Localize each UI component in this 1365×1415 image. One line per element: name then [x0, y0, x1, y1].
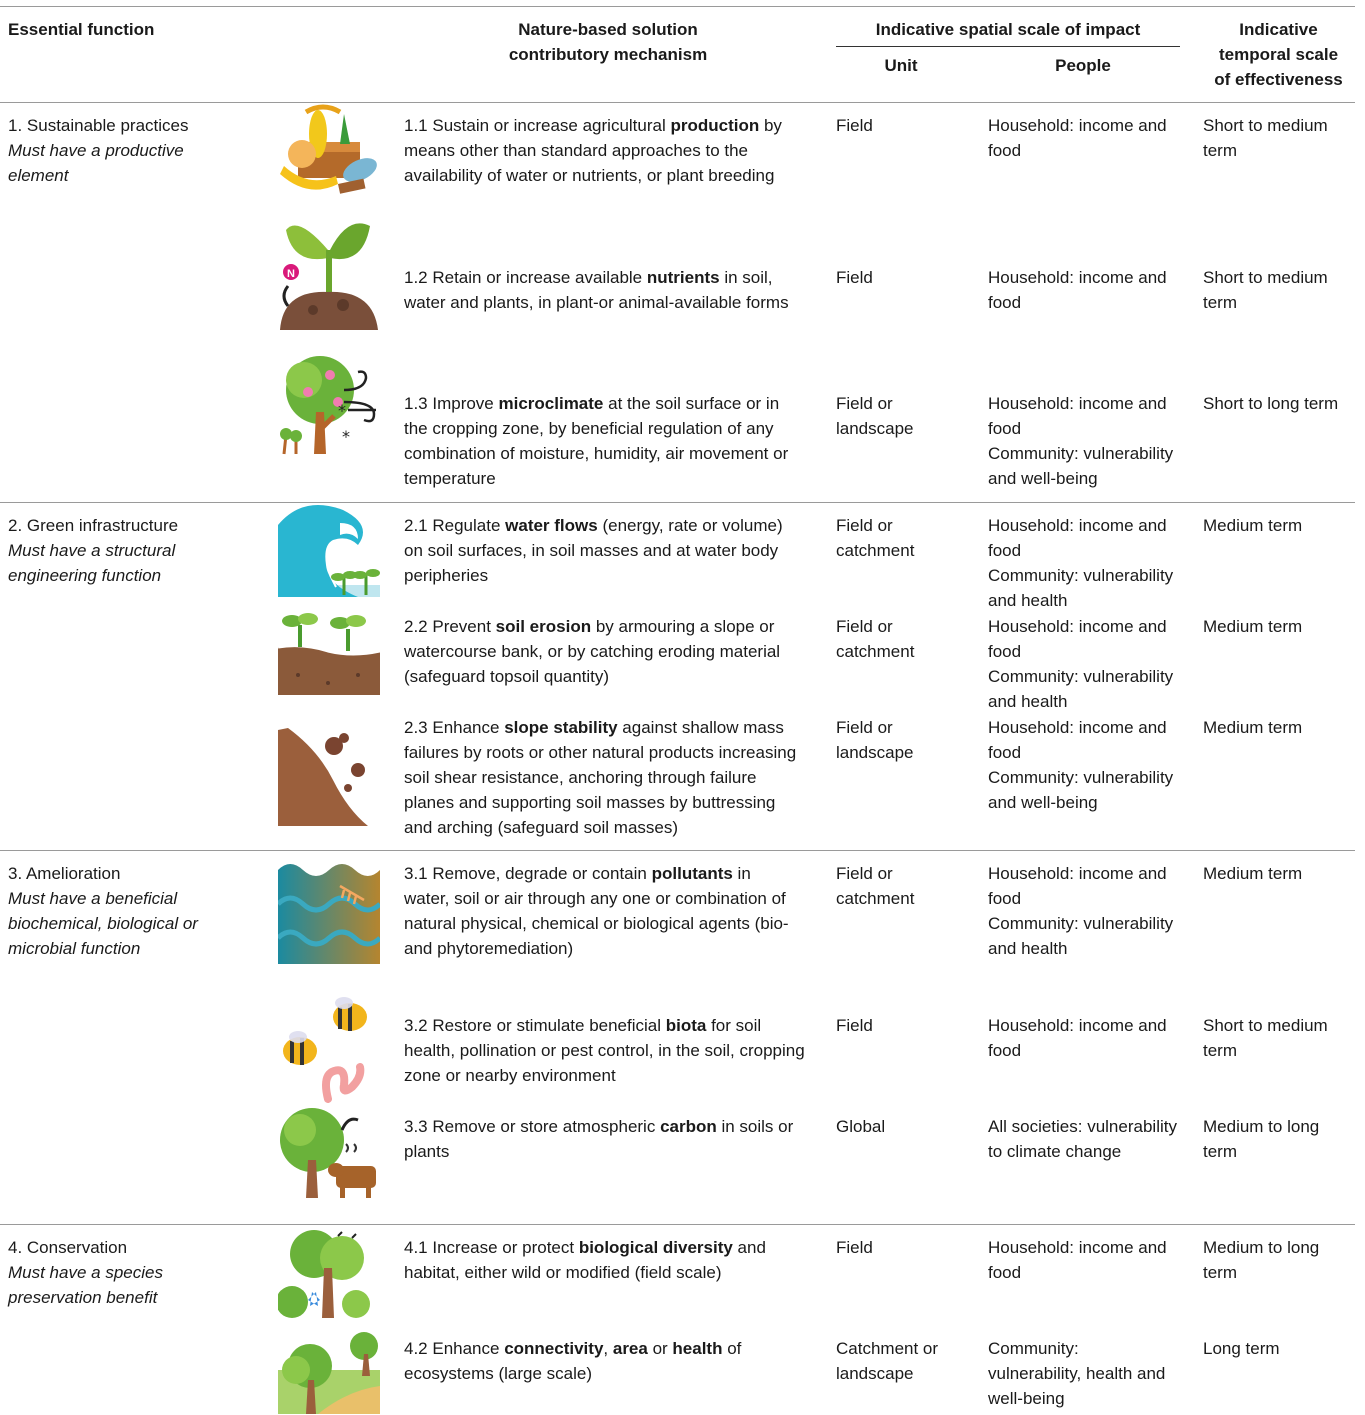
unit-line: catchment: [836, 889, 915, 908]
sprout-nutrient-icon: [278, 220, 380, 330]
mechanism-text: 4.2 Enhance: [404, 1339, 505, 1358]
unit-cell-6: [836, 715, 914, 765]
people-line: Community: vulnerability: [988, 566, 1174, 585]
mechanism-first-line: [404, 1114, 793, 1139]
tree-wind-icon: [278, 350, 380, 455]
group-rule-2: [0, 502, 1355, 503]
temporal-line: term: [1203, 1041, 1237, 1060]
temporal-cell-6: [1203, 715, 1302, 740]
mechanism-line: planes and supporting soil masses by buttressing: [404, 793, 776, 812]
unit-line: landscape: [836, 419, 914, 438]
mechanism-keyword: area: [612, 1339, 648, 1358]
mechanism-3: [404, 391, 788, 491]
mechanism-text: by armouring a slope or: [591, 617, 775, 636]
people-line: Household: income and: [988, 864, 1167, 883]
mechanism-keyword: biological diversity: [578, 1238, 733, 1257]
temporal-cell-10: [1203, 1235, 1319, 1285]
group-3-label: 3. Amelioration Must have a beneficial biochemical, biological or microbial function: [8, 864, 198, 958]
bees-worm-icon: [278, 995, 380, 1103]
landscape-icon: [278, 1330, 380, 1414]
people-cell-11: [988, 1336, 1165, 1411]
mechanism-9: [404, 1114, 793, 1164]
mechanism-line: ecosystems (large scale): [404, 1364, 593, 1383]
temporal-line: Medium to long: [1203, 1238, 1320, 1257]
mechanism-keyword: water flows: [505, 516, 598, 535]
people-line: Household: income and: [988, 1238, 1167, 1257]
temporal-line: term: [1203, 293, 1237, 312]
mechanism-text: of: [722, 1339, 742, 1358]
temporal-line: Medium term: [1203, 718, 1303, 737]
temporal-line: term: [1203, 1142, 1237, 1161]
svg-text:N: N: [287, 268, 295, 280]
mechanism-text: against shallow mass: [617, 718, 784, 737]
mechanism-keyword: connectivity: [504, 1339, 604, 1358]
temporal-line: Medium term: [1203, 617, 1303, 636]
mechanism-2: [404, 265, 789, 315]
group-rule-3: [0, 850, 1355, 851]
unit-cell-4: [836, 513, 914, 563]
group-4-label: 4. Conservation Must have a species preservation benefit: [8, 1238, 163, 1307]
unit-line: Field: [836, 116, 873, 135]
mechanism-first-line: [404, 1013, 805, 1038]
people-cell-3: [988, 391, 1173, 491]
people-line: to climate change: [988, 1142, 1122, 1161]
people-line: Community: vulnerability: [988, 667, 1174, 686]
mechanism-text: at the soil surface or in: [603, 394, 780, 413]
header-temporal: Indicative temporal scale of effectiveness: [1214, 20, 1343, 89]
people-line: Household: income and: [988, 394, 1167, 413]
temporal-line: term: [1203, 141, 1237, 160]
temporal-line: Long term: [1203, 1339, 1280, 1358]
mechanism-text: 1.2 Retain or increase available: [404, 268, 647, 287]
temporal-line: term: [1203, 1263, 1237, 1282]
unit-cell-2: [836, 265, 873, 290]
temporal-cell-7: [1203, 861, 1302, 886]
group-1-label: 1. Sustainable practices Must have a productive element: [8, 116, 189, 185]
mechanism-first-line: [404, 861, 789, 886]
mechanism-keyword: carbon: [660, 1117, 717, 1136]
mechanism-line: water, soil or air through any one or combination of: [404, 889, 786, 908]
unit-cell-11: [836, 1336, 938, 1386]
mechanism-text: 3.1 Remove, degrade or contain: [404, 864, 652, 883]
people-line: and health: [988, 939, 1068, 958]
header-rule: [0, 102, 1355, 103]
mechanism-line: failures by roots or other natural products increasing: [404, 743, 797, 762]
people-line: food: [988, 642, 1022, 661]
people-line: food: [988, 141, 1022, 160]
people-cell-9: [988, 1114, 1177, 1164]
mechanism-text: 2.2 Prevent: [404, 617, 496, 636]
mechanism-8: [404, 1013, 805, 1088]
people-cell-10: [988, 1235, 1167, 1285]
people-line: food: [988, 743, 1022, 762]
mechanism-text: in soil,: [719, 268, 773, 287]
mechanism-first-line: [404, 513, 783, 538]
unit-line: landscape: [836, 743, 914, 762]
unit-cell-8: [836, 1013, 873, 1038]
people-cell-1: [988, 113, 1167, 163]
mechanism-10: [404, 1235, 766, 1285]
people-line: All societies: vulnerability: [988, 1117, 1177, 1136]
mechanism-1: [404, 113, 782, 188]
mechanism-line: temperature: [404, 469, 496, 488]
temporal-line: Short to medium: [1203, 1016, 1328, 1035]
unit-line: Field: [836, 268, 873, 287]
people-line: well-being: [988, 1389, 1065, 1408]
spatial-scale-rule: [836, 46, 1180, 47]
mechanism-line: combination of moisture, humidity, air movement or: [404, 444, 789, 463]
mechanism-first-line: [404, 1235, 766, 1260]
people-line: Household: income and: [988, 116, 1167, 135]
unit-line: Field: [836, 1238, 873, 1257]
mechanism-keyword: slope stability: [504, 718, 618, 737]
people-cell-6: [988, 715, 1173, 815]
mechanism-text: 3.3 Remove or store atmospheric: [404, 1117, 661, 1136]
temporal-cell-5: [1203, 614, 1302, 639]
mechanism-keyword: soil erosion: [495, 617, 592, 636]
temporal-cell-8: [1203, 1013, 1328, 1063]
group-rule-4: [0, 1224, 1355, 1225]
mechanism-line: the cropping zone, by beneficial regulation of any: [404, 419, 774, 438]
mechanism-text: ,: [603, 1339, 613, 1358]
header-essential-function: Essential function: [8, 20, 155, 39]
people-line: vulnerability, health and: [988, 1364, 1166, 1383]
temporal-cell-2: [1203, 265, 1328, 315]
mechanism-text: 4.1 Increase or protect: [404, 1238, 579, 1257]
mechanism-line: health, pollination or pest control, in the soil, cropping: [404, 1041, 805, 1060]
people-line: Community: vulnerability: [988, 914, 1174, 933]
header-unit: Unit: [884, 56, 918, 75]
people-line: Household: income and: [988, 268, 1167, 287]
mechanism-line: and arching (safeguard soil masses): [404, 818, 679, 837]
mechanism-text: in soils or: [716, 1117, 794, 1136]
mechanism-line: zone or nearby environment: [404, 1066, 616, 1085]
mechanism-line: plants: [404, 1142, 450, 1161]
mechanism-line: habitat, either wild or modified (field scale): [404, 1263, 722, 1282]
mechanism-text: 1.1 Sustain or increase agricultural: [404, 116, 671, 135]
forest-biodiversity-icon: [278, 1228, 380, 1318]
mechanism-line: water and plants, in plant-or animal-available forms: [404, 293, 789, 312]
people-cell-7: [988, 861, 1173, 961]
mechanism-line: availability of water or nutrients, or plant breeding: [404, 166, 775, 185]
mechanism-first-line: [404, 391, 788, 416]
svg-text:*: *: [342, 427, 350, 446]
temporal-line: Short to long term: [1203, 394, 1339, 413]
people-line: and health: [988, 591, 1068, 610]
temporal-cell-1: [1203, 113, 1328, 163]
unit-cell-1: [836, 113, 873, 138]
mechanism-line: means other than standard approaches to the: [404, 141, 749, 160]
mechanism-text: and: [732, 1238, 766, 1257]
unit-line: landscape: [836, 1364, 914, 1383]
mechanism-text: 2.1 Regulate: [404, 516, 506, 535]
polluted-water-icon: [278, 858, 380, 964]
people-cell-5: [988, 614, 1173, 714]
mechanism-text: 1.3 Improve: [404, 394, 499, 413]
people-line: food: [988, 419, 1022, 438]
people-line: food: [988, 1263, 1022, 1282]
group-2-label: 2. Green infrastructure Must have a structural engineering function: [8, 516, 179, 585]
temporal-line: Medium to long: [1203, 1117, 1320, 1136]
mechanism-line: watercourse bank, or by catching eroding material: [404, 642, 781, 661]
temporal-line: Short to medium: [1203, 268, 1328, 287]
mechanism-line: and phytoremediation): [404, 939, 574, 958]
temporal-line: Medium term: [1203, 864, 1303, 883]
mechanism-first-line: [404, 715, 796, 740]
unit-cell-10: [836, 1235, 873, 1260]
mechanism-line: peripheries: [404, 566, 489, 585]
unit-line: Global: [836, 1117, 886, 1136]
mechanism-text: (energy, rate or volume): [597, 516, 783, 535]
people-cell-8: [988, 1013, 1167, 1063]
mechanism-line: on soil surfaces, in soil masses and at water body: [404, 541, 779, 560]
people-line: Community:: [988, 1339, 1079, 1358]
people-line: Community: vulnerability: [988, 768, 1174, 787]
header-people: People: [1055, 56, 1111, 75]
unit-line: Catchment or: [836, 1339, 939, 1358]
temporal-cell-3: [1203, 391, 1338, 416]
temporal-cell-4: [1203, 513, 1302, 538]
mechanism-first-line: [404, 1336, 741, 1361]
mechanism-text: or: [647, 1339, 673, 1358]
header-spatial-scale: Indicative spatial scale of impact: [875, 20, 1141, 39]
mechanism-text: 3.2 Restore or stimulate beneficial: [404, 1016, 666, 1035]
people-line: Household: income and: [988, 718, 1167, 737]
mechanism-keyword: health: [672, 1339, 723, 1358]
people-line: food: [988, 541, 1022, 560]
mechanism-7: [404, 861, 789, 961]
people-line: and health: [988, 692, 1068, 711]
mechanism-text: 2.3 Enhance: [404, 718, 505, 737]
people-line: and well-being: [988, 793, 1098, 812]
unit-cell-5: [836, 614, 914, 664]
mechanism-keyword: microclimate: [498, 394, 604, 413]
temporal-cell-11: [1203, 1336, 1280, 1361]
top-rule: [0, 6, 1355, 7]
people-line: food: [988, 1041, 1022, 1060]
people-line: and well-being: [988, 469, 1098, 488]
people-line: Household: income and: [988, 1016, 1167, 1035]
people-line: Household: income and: [988, 516, 1167, 535]
people-line: Community: vulnerability: [988, 444, 1174, 463]
mechanism-keyword: production: [670, 116, 760, 135]
mechanism-text: for soil: [706, 1016, 762, 1035]
mechanism-line: soil shear resistance, anchoring through failure: [404, 768, 757, 787]
unit-line: Field or: [836, 864, 893, 883]
mechanism-text: by: [759, 116, 782, 135]
mechanism-text: in: [732, 864, 751, 883]
mechanism-line: (safeguard topsoil quantity): [404, 667, 610, 686]
people-line: Household: income and: [988, 617, 1167, 636]
temporal-line: Medium term: [1203, 516, 1303, 535]
unit-cell-9: [836, 1114, 885, 1139]
people-line: food: [988, 889, 1022, 908]
wave-icon: [278, 505, 380, 597]
mechanism-11: [404, 1336, 741, 1386]
unit-cell-3: [836, 391, 914, 441]
people-line: food: [988, 293, 1022, 312]
mechanism-keyword: nutrients: [646, 268, 720, 287]
mechanism-keyword: biota: [665, 1016, 707, 1035]
mechanism-first-line: [404, 265, 789, 290]
mechanism-4: [404, 513, 783, 588]
mechanism-keyword: pollutants: [651, 864, 733, 883]
unit-line: catchment: [836, 642, 915, 661]
slope-icon: [278, 720, 380, 826]
people-cell-2: [988, 265, 1167, 315]
unit-line: Field or: [836, 718, 893, 737]
unit-line: Field: [836, 1016, 873, 1035]
tree-cow-icon: [278, 1100, 380, 1200]
unit-line: Field or: [836, 394, 893, 413]
food-basket-icon: [278, 104, 380, 199]
mechanism-first-line: [404, 113, 782, 138]
mechanism-first-line: [404, 614, 780, 639]
soil-sprouts-icon: [278, 605, 380, 695]
unit-cell-7: [836, 861, 914, 911]
temporal-cell-9: [1203, 1114, 1319, 1164]
people-cell-4: [988, 513, 1173, 613]
unit-line: catchment: [836, 541, 915, 560]
header-mechanism: Nature-based solution contributory mechanism: [508, 20, 708, 64]
temporal-line: Short to medium: [1203, 116, 1328, 135]
mechanism-5: [404, 614, 780, 689]
mechanism-6: [404, 715, 796, 840]
svg-text:*: *: [338, 401, 346, 420]
unit-line: Field or: [836, 516, 893, 535]
mechanism-line: natural physical, chemical or biological agents (bio-: [404, 914, 789, 933]
unit-line: Field or: [836, 617, 893, 636]
